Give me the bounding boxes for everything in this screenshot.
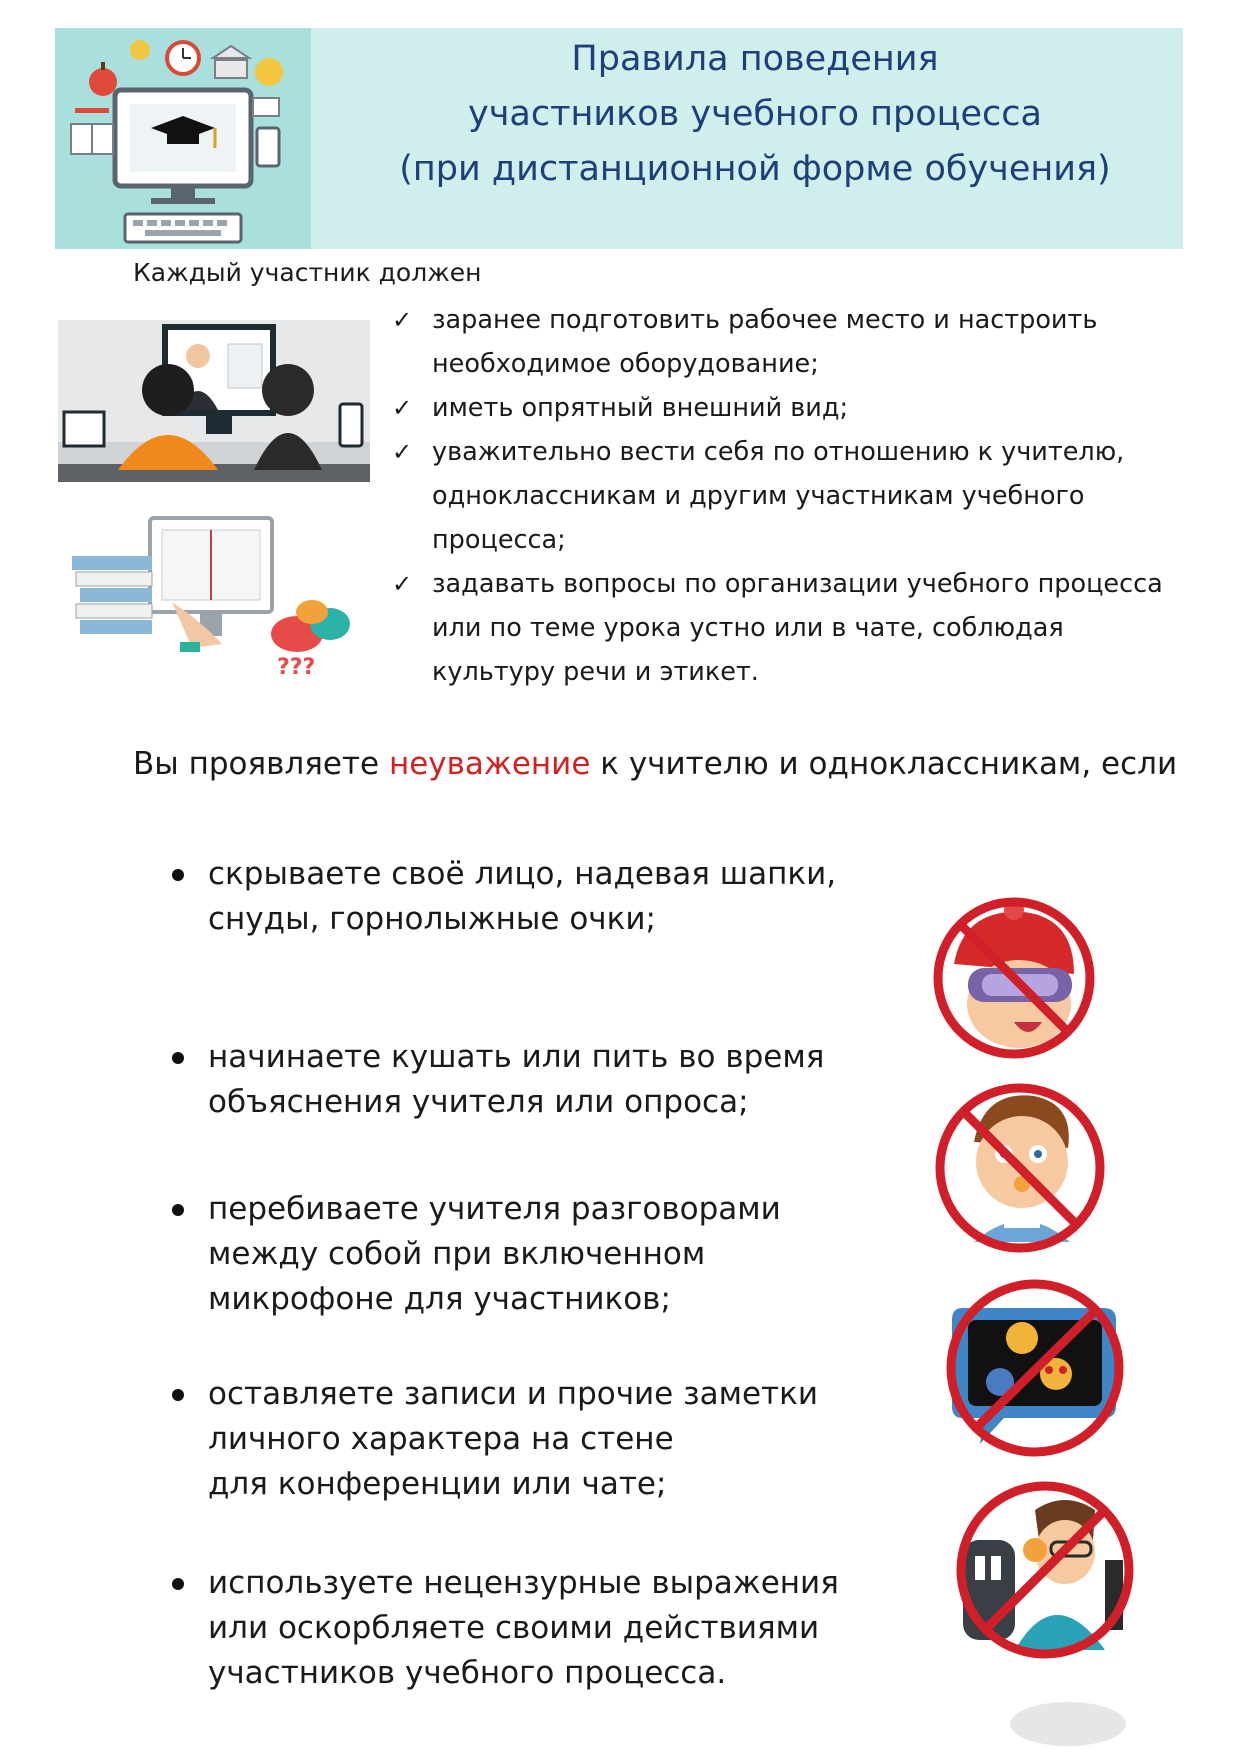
violation-5-line-2: или оскорбляете своими действиями: [208, 1610, 820, 1646]
shadow-decoration: [1008, 1698, 1128, 1752]
no-hat-goggles-icon: [924, 894, 1104, 1066]
violation-1-line-2: снуды, горнолыжные очки;: [208, 901, 656, 937]
disrespect-after: к учителю и одноклассникам, если: [590, 746, 1178, 782]
violation-2-line-1: начинаете кушать или пить во время: [208, 1039, 825, 1075]
check-icon: ✓: [392, 438, 413, 466]
duty-1-line-2: необходимое оборудование;: [432, 349, 819, 379]
disrespect-heading: [133, 746, 1177, 782]
no-chat-emoji-icon: [944, 1278, 1126, 1462]
duty-4-line-2: или по теме урока устно или в чате, соблюдая: [432, 613, 1064, 643]
check-icon: ✓: [392, 394, 413, 422]
check-icon: ✓: [392, 306, 413, 334]
title-line-1: Правила поведения: [571, 39, 939, 79]
duty-3-line-1: уважительно вести себя по отношению к учителю,: [432, 437, 1125, 467]
bullet-icon: [172, 869, 184, 881]
violation-1-line-1: скрываете своё лицо, надевая шапки,: [208, 856, 837, 892]
bullet-icon: [172, 1389, 184, 1401]
violation-item: [208, 1372, 818, 1507]
no-gamer-icon: [955, 1480, 1135, 1664]
video-lesson-icon: [58, 320, 370, 486]
duty-4-line-1: задавать вопросы по организации учебного процесса: [432, 569, 1163, 599]
list-item: [392, 386, 1212, 430]
online-education-icon: [55, 28, 311, 249]
violation-2-line-2: объяснения учителя или опроса;: [208, 1084, 749, 1120]
violation-4-line-3: для конференции или чате;: [208, 1466, 667, 1502]
online-book-icon: [72, 512, 362, 686]
list-item: [392, 430, 1212, 562]
duty-3-line-3: процесса;: [432, 525, 566, 555]
duty-2-line-1: иметь опрятный внешний вид;: [432, 393, 849, 423]
header-banner: [55, 28, 1183, 249]
disrespect-highlight: неуважение: [388, 746, 591, 782]
bullet-icon: [172, 1578, 184, 1590]
violation-4-line-2: личного характера на стене: [208, 1421, 674, 1457]
violation-3-line-1: перебиваете учителя разговорами: [208, 1191, 781, 1227]
violation-4-line-1: оставляете записи и прочие заметки: [208, 1376, 818, 1412]
duty-4-line-3: культуру речи и этикет.: [432, 657, 759, 687]
check-icon: ✓: [392, 570, 413, 598]
svg-text:???: ???: [277, 655, 316, 680]
list-item: [392, 298, 1212, 386]
list-item: [392, 562, 1212, 694]
disrespect-before: Вы проявляете: [133, 746, 389, 782]
violation-3-line-2: между собой при включенном: [208, 1236, 706, 1272]
title-line-2: участников учебного процесса: [468, 94, 1042, 134]
duties-intro: Каждый участник должен: [133, 258, 482, 287]
violation-item: [208, 852, 836, 942]
bullet-icon: [172, 1204, 184, 1216]
page-title: [355, 32, 1155, 197]
duty-1-line-1: заранее подготовить рабочее место и настроить: [432, 305, 1098, 335]
violation-item: [208, 1561, 839, 1696]
violation-5-line-1: используете нецензурные выражения: [208, 1565, 839, 1601]
no-eating-icon: [934, 1082, 1114, 1258]
violation-item: [208, 1035, 824, 1125]
title-line-3: (при дистанционной форме обучения): [399, 149, 1111, 189]
duty-3-line-2: одноклассникам и другим участникам учебного: [432, 481, 1085, 511]
bullet-icon: [172, 1052, 184, 1064]
violation-5-line-3: участников учебного процесса.: [208, 1655, 727, 1691]
violation-3-line-3: микрофоне для участников;: [208, 1281, 671, 1317]
violation-item: [208, 1187, 781, 1322]
duties-list: [392, 298, 1212, 694]
